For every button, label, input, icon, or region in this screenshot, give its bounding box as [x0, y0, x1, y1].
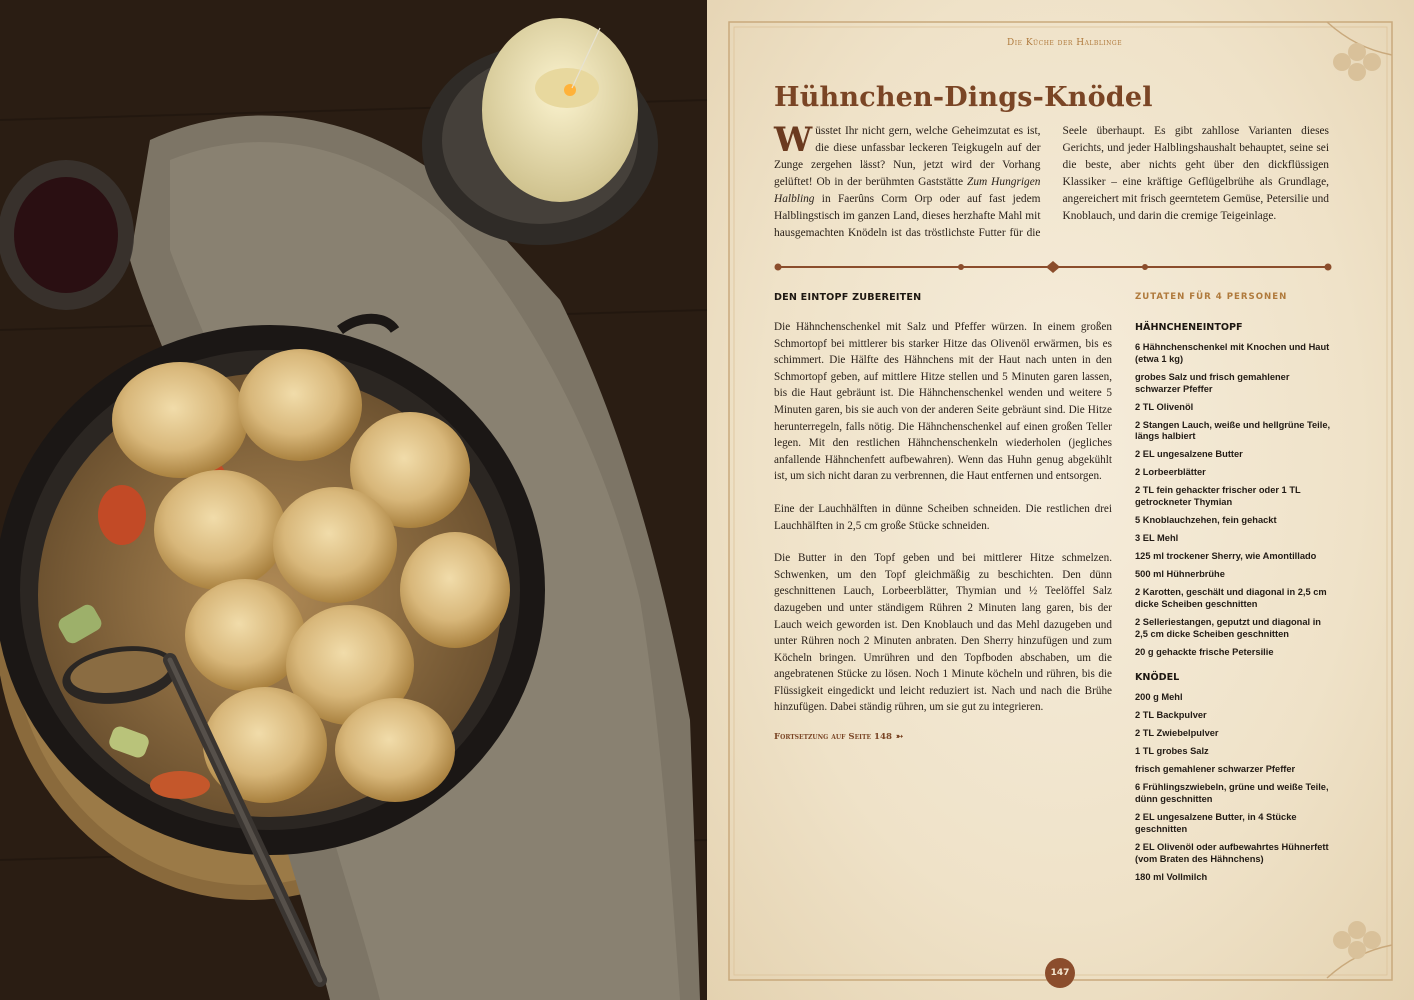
ornamental-divider	[774, 260, 1332, 274]
ingredient-item: frisch gemahlener schwarzer Pfeffer	[1135, 764, 1296, 775]
continued-link[interactable]	[774, 732, 1112, 742]
servings-heading: ZUTATEN FÜR 4 PERSONEN	[1135, 292, 1288, 302]
ingredient-item: 125 ml trockener Sherry, wie Amontillado	[1135, 551, 1317, 562]
ingredient-item: 6 Hähnchenschenkel mit Knochen und Haut (etwa 1 kg)	[1135, 342, 1330, 364]
arrow-right-icon: ➳	[895, 732, 904, 743]
ingredient-item: 180 ml Vollmilch	[1135, 871, 1208, 882]
intro-before: üsstet Ihr nicht gern, welche Geheimzutat es ist, die diese unfassbar leckeren Teigkugeln auf der Zunge zergehen lässt? Nun, jetzt wird der Vorhang gelüftet! Ob in der berühmten Gaststätte	[774, 125, 1041, 188]
ingredient-item: 3 EL Mehl	[1135, 533, 1179, 544]
corner-ornament-bottom	[1333, 921, 1381, 959]
page-number: 147	[1045, 958, 1075, 988]
ingredient-item: 2 EL ungesalzene Butter	[1135, 449, 1243, 460]
intro-after: in Faerûns Corm Orp oder auf fast jedem Halblingstisch im ganzen Land, dieses herzhafte Mahl mit hausgemachten Knödeln ist das tröstlichste Futter für die Seele überhaupt. Es gibt zahllose Varianten dieses Gerichts, und jeder Halblingshaushalt behauptet, seine sei die beste, aber nichts geht über den dickflüssigen Klassiker – eine kräftige Geflügelbrühe als Grundlage, angereichert mit frisch geerntetem Gemüse, Petersilie und Knoblauch, und darin die cremige Teigeinlage.	[774, 125, 1329, 239]
ingredient-item: 2 Lorbeerblätter	[1135, 467, 1206, 478]
ingredient-item: 20 g gehackte frische Petersilie	[1135, 646, 1274, 657]
ingredient-item: 2 Stangen Lauch, weiße und hellgrüne Teile, längs halbiert	[1135, 419, 1331, 442]
ingredient-item: 2 EL ungesalzene Butter, in 4 Stücke geschnitten	[1135, 812, 1297, 834]
running-head: Die Küche der Halblinge	[1007, 38, 1123, 48]
ingredient-item: 2 EL Olivenöl oder aufbewahrtes Hühnerfett (vom Braten des Hähnchens)	[1135, 841, 1329, 864]
ingredient-item: 6 Frühlingszwiebeln, grüne und weiße Teile, dünn geschnitten	[1135, 782, 1329, 805]
ingredient-item: 2 TL Backpulver	[1135, 710, 1207, 721]
ingredient-groups	[1135, 322, 1335, 883]
method-column	[774, 292, 1112, 742]
ingredient-item: 2 TL fein gehackter frischer oder 1 TL getrockneter Thymian	[1135, 485, 1301, 508]
method-step: Die Butter in den Topf geben und bei mittlerer Hitze schmelzen. Schwenken, um den Topf gleichmäßig zu beschichten. Den dünn geschnittenen Lauch, Lorbeerblätter, Thymian und ½ Teelöffel Salz dazugeben und unter ständigem Rühren 2 Minuten lang garen, bis der Lauch weich geworden ist. Den Knoblauch und das Mehl dazugeben und unter Rühren noch 2 Minuten anbraten. Den Sherry hinzufügen und zum Köcheln bringen. Umrühren und den Topfboden abschaben, um die angebratenen Stücke zu lösen. Noch 1 Minute köcheln und rühren, bis die Flüssigkeit eingedickt und leicht reduziert ist. Nach und nach die Brühe hinzufügen. Dabei ständig rühren, um sie gut zu integrieren.	[774, 552, 1112, 714]
ingredient-item: 2 TL Olivenöl	[1135, 401, 1194, 412]
ingredient-item: 2 Selleriestangen, geputzt und diagonal in 2,5 cm dicke Scheiben geschnitten	[1135, 616, 1321, 639]
continued-label: Fortsetzung auf Seite 148	[774, 732, 892, 743]
ingredient-item: 500 ml Hühnerbrühe	[1135, 569, 1225, 580]
ingredient-item: 2 TL Zwiebelpulver	[1135, 728, 1219, 739]
ingredient-item: 1 TL grobes Salz	[1135, 746, 1209, 757]
ingredient-list	[1135, 692, 1335, 883]
method-heading: DEN EINTOPF ZUBEREITEN	[774, 292, 922, 303]
ingredients-column	[1135, 292, 1335, 897]
method-step: Die Hähnchenschenkel mit Salz und Pfeffer würzen. In einem großen Schmortopf bei mittlerer bis starker Hitze das Olivenöl erwärmen, bis es schimmert. Die Hälfte des Hähnchens mit der Haut nach unten in den Schmortopf geben, auf mittlere Hitze stellen und 5 Minuten garen lassen, bis die Haut gebräunt ist. Die Hähnchenschenkel wenden und weitere 5 Minuten garen, bis sie auch von der anderen Seite gebräunt sind. Die Hitze herunterregeln, falls nötig. Die Hähnchenschenkel auf einen großen Teller legen. Mit den restlichen Hähnchenschenkeln wiederholen (jegliches anfallende Hähnchenfett aufbewahren). Wenn das Huhn genug abgekühlt ist, um sich nicht daran zu verbrennen, die Haut entfernen und entsorgen.	[774, 321, 1112, 483]
ingredient-item: 5 Knoblauchzehen, fein gehackt	[1135, 515, 1277, 526]
ingredient-group-title: HÄHNCHENEINTOPF	[1135, 322, 1243, 333]
ingredient-item: 200 g Mehl	[1135, 692, 1183, 703]
ingredient-item: grobes Salz und frisch gemahlener schwarzer Pfeffer	[1135, 371, 1290, 394]
ingredient-item: 2 Karotten, geschält und diagonal in 2,5 cm dicke Scheiben geschnitten	[1135, 587, 1327, 609]
recipe-title: Hühnchen-Dings-Knödel	[774, 82, 1153, 113]
ingredient-group-title: KNÖDEL	[1135, 672, 1180, 684]
drop-cap: W	[774, 120, 813, 160]
intro-inn-name: Zum Hungrigen Halbling	[774, 176, 1041, 205]
ingredient-list	[1135, 342, 1335, 658]
method-step: Eine der Lauchhälften in dünne Scheiben schneiden. Die restlichen drei Lauchhälften in 2,5 cm große Stücke schneiden.	[774, 502, 1112, 532]
corner-ornament-top	[1333, 43, 1381, 81]
recipe-page	[707, 0, 1414, 1000]
intro-text	[774, 120, 1329, 248]
